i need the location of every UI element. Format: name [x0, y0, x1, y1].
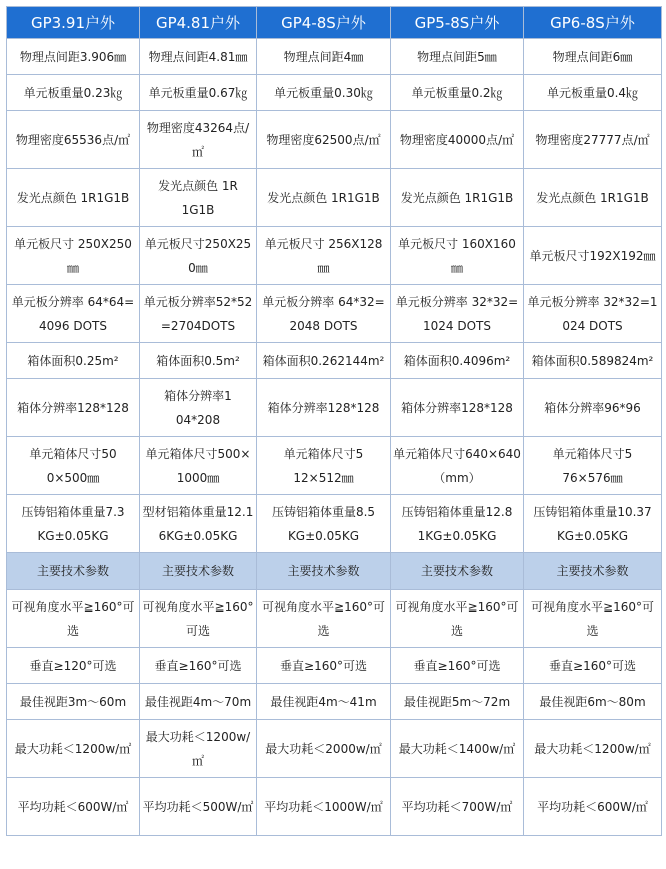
table-cell: 箱体面积0.262144m²	[257, 343, 391, 379]
table-row	[7, 75, 662, 111]
table-cell: 单元箱体尺寸500×1000㎜	[140, 437, 257, 495]
table-cell: 单元板重量0.4㎏	[524, 75, 662, 111]
table-cell: 单元板尺寸192X192㎜	[524, 227, 662, 285]
table-row	[7, 39, 662, 75]
table-cell: 物理点间距3.906㎜	[7, 39, 140, 75]
table-cell: 最佳视距5m～72m	[391, 684, 524, 720]
table-row	[7, 379, 662, 437]
table-row	[7, 495, 662, 553]
column-header: GP4.81户外	[140, 7, 257, 39]
table-cell: 单元板分辨率52*52=2704DOTS	[140, 285, 257, 343]
table-row	[7, 343, 662, 379]
table-cell: 单元板分辨率 64*32=2048 DOTS	[257, 285, 391, 343]
table-cell: 单元箱体尺寸512×512㎜	[257, 437, 391, 495]
table-cell: 平均功耗＜500W/㎡	[140, 778, 257, 836]
table-cell: 单元板尺寸 160X160㎜	[391, 227, 524, 285]
table-cell: 物理密度65536点/㎡	[7, 111, 140, 169]
section-row	[7, 553, 662, 590]
table-cell: 箱体分辨率128*128	[257, 379, 391, 437]
table-cell: 发光点颜色 1R1G1B	[391, 169, 524, 227]
table-cell: 可视角度水平≧160°可选	[140, 590, 257, 648]
table-cell: 垂直≥160°可选	[257, 648, 391, 684]
section-label: 主要技术参数	[140, 553, 257, 590]
column-header: GP3.91户外	[7, 7, 140, 39]
table-cell: 最大功耗＜2000w/㎡	[257, 720, 391, 778]
table-row	[7, 684, 662, 720]
table-cell: 物理密度27777点/㎡	[524, 111, 662, 169]
column-header: GP5-8S户外	[391, 7, 524, 39]
table-cell: 发光点颜色 1R1G1B	[257, 169, 391, 227]
column-header: GP6-8S户外	[524, 7, 662, 39]
table-cell: 物理点间距6㎜	[524, 39, 662, 75]
table-cell: 垂直≥120°可选	[7, 648, 140, 684]
table-cell: 单元板分辨率 64*64=4096 DOTS	[7, 285, 140, 343]
table-cell: 最佳视距4m～70m	[140, 684, 257, 720]
table-cell: 平均功耗＜600W/㎡	[524, 778, 662, 836]
table-cell: 物理密度43264点/㎡	[140, 111, 257, 169]
table-row	[7, 437, 662, 495]
table-cell: 物理点间距5㎜	[391, 39, 524, 75]
table-cell: 最佳视距3m～60m	[7, 684, 140, 720]
header-row	[7, 7, 662, 39]
table-row	[7, 285, 662, 343]
spec-table	[6, 6, 662, 836]
table-cell: 箱体分辨率128*128	[391, 379, 524, 437]
table-cell: 压铸铝箱体重量10.37KG±0.05KG	[524, 495, 662, 553]
table-row	[7, 590, 662, 648]
table-cell: 压铸铝箱体重量8.5KG±0.05KG	[257, 495, 391, 553]
table-cell: 最佳视距4m～41m	[257, 684, 391, 720]
table-cell: 单元板重量0.30㎏	[257, 75, 391, 111]
table-cell: 可视角度水平≧160°可选	[257, 590, 391, 648]
table-cell: 单元板分辨率 32*32=1024 DOTS	[391, 285, 524, 343]
table-cell: 发光点颜色 1R1G1B	[524, 169, 662, 227]
table-cell: 压铸铝箱体重量12.81KG±0.05KG	[391, 495, 524, 553]
table-cell: 物理点间距4㎜	[257, 39, 391, 75]
table-cell: 单元板尺寸 250X250㎜	[7, 227, 140, 285]
table-cell: 发光点颜色 1R1G1B	[140, 169, 257, 227]
table-cell: 可视角度水平≧160°可选	[524, 590, 662, 648]
table-cell: 最佳视距6m～80m	[524, 684, 662, 720]
section-label: 主要技术参数	[391, 553, 524, 590]
table-cell: 最大功耗＜1200w/㎡	[7, 720, 140, 778]
table-cell: 箱体面积0.5m²	[140, 343, 257, 379]
section-label: 主要技术参数	[524, 553, 662, 590]
table-row	[7, 227, 662, 285]
table-row	[7, 720, 662, 778]
table-cell: 物理点间距4.81㎜	[140, 39, 257, 75]
table-cell: 垂直≥160°可选	[391, 648, 524, 684]
table-cell: 单元板重量0.67㎏	[140, 75, 257, 111]
table-cell: 垂直≥160°可选	[524, 648, 662, 684]
table-cell: 最大功耗＜1200w/㎡	[524, 720, 662, 778]
table-cell: 单元板重量0.23㎏	[7, 75, 140, 111]
table-cell: 压铸铝箱体重量7.3KG±0.05KG	[7, 495, 140, 553]
table-cell: 箱体分辨率128*128	[7, 379, 140, 437]
column-header: GP4-8S户外	[257, 7, 391, 39]
table-cell: 单元板尺寸250X250㎜	[140, 227, 257, 285]
table-row	[7, 111, 662, 169]
table-cell: 单元箱体尺寸640×640（mm）	[391, 437, 524, 495]
table-cell: 平均功耗＜600W/㎡	[7, 778, 140, 836]
table-cell: 单元板分辨率 32*32=1024 DOTS	[524, 285, 662, 343]
table-cell: 物理密度40000点/㎡	[391, 111, 524, 169]
table-cell: 平均功耗＜1000W/㎡	[257, 778, 391, 836]
table-cell: 单元箱体尺寸576×576㎜	[524, 437, 662, 495]
table-cell: 单元板尺寸 256X128㎜	[257, 227, 391, 285]
table-cell: 单元板重量0.2㎏	[391, 75, 524, 111]
table-cell: 平均功耗＜700W/㎡	[391, 778, 524, 836]
table-cell: 箱体面积0.589824m²	[524, 343, 662, 379]
section-label: 主要技术参数	[257, 553, 391, 590]
table-cell: 箱体分辨率104*208	[140, 379, 257, 437]
table-row	[7, 778, 662, 836]
section-label: 主要技术参数	[7, 553, 140, 590]
table-row	[7, 169, 662, 227]
table-cell: 垂直≥160°可选	[140, 648, 257, 684]
table-cell: 箱体分辨率96*96	[524, 379, 662, 437]
table-row	[7, 648, 662, 684]
table-cell: 可视角度水平≧160°可选	[391, 590, 524, 648]
table-cell: 箱体面积0.25m²	[7, 343, 140, 379]
table-cell: 发光点颜色 1R1G1B	[7, 169, 140, 227]
table-cell: 最大功耗＜1200w/㎡	[140, 720, 257, 778]
table-cell: 物理密度62500点/㎡	[257, 111, 391, 169]
table-cell: 可视角度水平≧160°可选	[7, 590, 140, 648]
table-cell: 箱体面积0.4096m²	[391, 343, 524, 379]
table-cell: 最大功耗＜1400w/㎡	[391, 720, 524, 778]
table-cell: 单元箱体尺寸500×500㎜	[7, 437, 140, 495]
table-cell: 型材铝箱体重量12.16KG±0.05KG	[140, 495, 257, 553]
